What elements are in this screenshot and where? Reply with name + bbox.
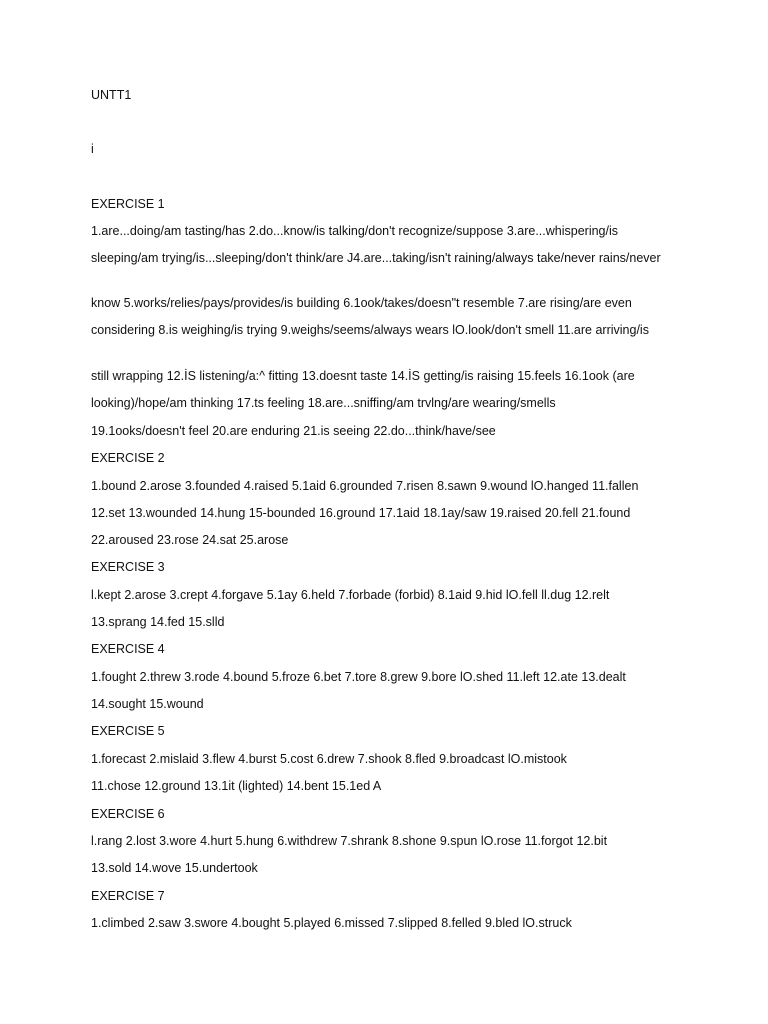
text-line: 14.sought 15.wound xyxy=(91,697,204,711)
text-line: sleeping/am trying/is...sleeping/don't think/are J4.are...taking/isn't raining/always take/never rains/never xyxy=(91,251,661,265)
text-line: 1.bound 2.arose 3.founded 4.raised 5.1aid 6.grounded 7.risen 8.sawn 9.wound lO.hanged 11.fallen xyxy=(91,479,639,493)
text-line: 22.aroused 23.rose 24.sat 25.arose xyxy=(91,533,289,547)
exercise-heading: EXERCISE 7 xyxy=(91,889,165,903)
text-line: know 5.works/relies/pays/provides/is building 6.1ook/takes/doesn"t resemble 7.are rising/are even xyxy=(91,296,632,310)
text-line: 1.fought 2.threw 3.rode 4.bound 5.froze 6.bet 7.tore 8.grew 9.bore lO.shed 11.left 12.ate 13.dealt xyxy=(91,670,626,684)
text-line: looking)/hope/am thinking 17.ts feeling 18.are...sniffing/am trvlng/are wearing/smells xyxy=(91,396,556,410)
text-line: 1.forecast 2.mislaid 3.flew 4.burst 5.cost 6.drew 7.shook 8.fled 9.broadcast lO.mistook xyxy=(91,752,567,766)
text-line: 11.chose 12.ground 13.1it (lighted) 14.bent 15.1ed A xyxy=(91,779,382,793)
stray-mark: i xyxy=(91,142,94,156)
exercise-heading: EXERCISE 2 xyxy=(91,451,165,465)
text-line: 13.sold 14.wove 15.undertook xyxy=(91,861,258,875)
text-line: 19.1ooks/doesn't feel 20.are enduring 21.is seeing 22.do...think/have/see xyxy=(91,424,496,438)
text-line: l.kept 2.arose 3.crept 4.forgave 5.1ay 6.held 7.forbade (forbid) 8.1aid 9.hid lO.fell ll.dug 12.relt xyxy=(91,588,610,602)
text-line: 1.climbed 2.saw 3.swore 4.bought 5.played 6.missed 7.slipped 8.felled 9.bled lO.struck xyxy=(91,916,572,930)
text-line: l.rang 2.lost 3.wore 4.hurt 5.hung 6.withdrew 7.shrank 8.shone 9.spun lO.rose 11.forgot 12.bit xyxy=(91,834,608,848)
text-line: 1.are...doing/am tasting/has 2.do...know/is talking/don't recognize/suppose 3.are...whispering/is xyxy=(91,224,618,238)
exercise-heading: EXERCISE 5 xyxy=(91,724,165,738)
text-line: 12.set 13.wounded 14.hung 15-bounded 16.ground 17.1aid 18.1ay/saw 19.raised 20.fell 21.found xyxy=(91,506,631,520)
unit-heading: UNTT1 xyxy=(91,88,132,102)
text-line: considering 8.is weighing/is trying 9.weighs/seems/always wears lO.look/don't smell 11.are arriving/is xyxy=(91,323,649,337)
exercise-heading: EXERCISE 4 xyxy=(91,642,165,656)
text-line: still wrapping 12.İS listening/a:^ fitting 13.doesnt taste 14.İS getting/is raising 15.feels 16.1ook (are xyxy=(91,369,635,383)
exercise-heading: EXERCISE 1 xyxy=(91,197,165,211)
text-line: 13.sprang 14.fed 15.slld xyxy=(91,615,225,629)
exercise-heading: EXERCISE 3 xyxy=(91,560,165,574)
exercise-heading: EXERCISE 6 xyxy=(91,807,165,821)
